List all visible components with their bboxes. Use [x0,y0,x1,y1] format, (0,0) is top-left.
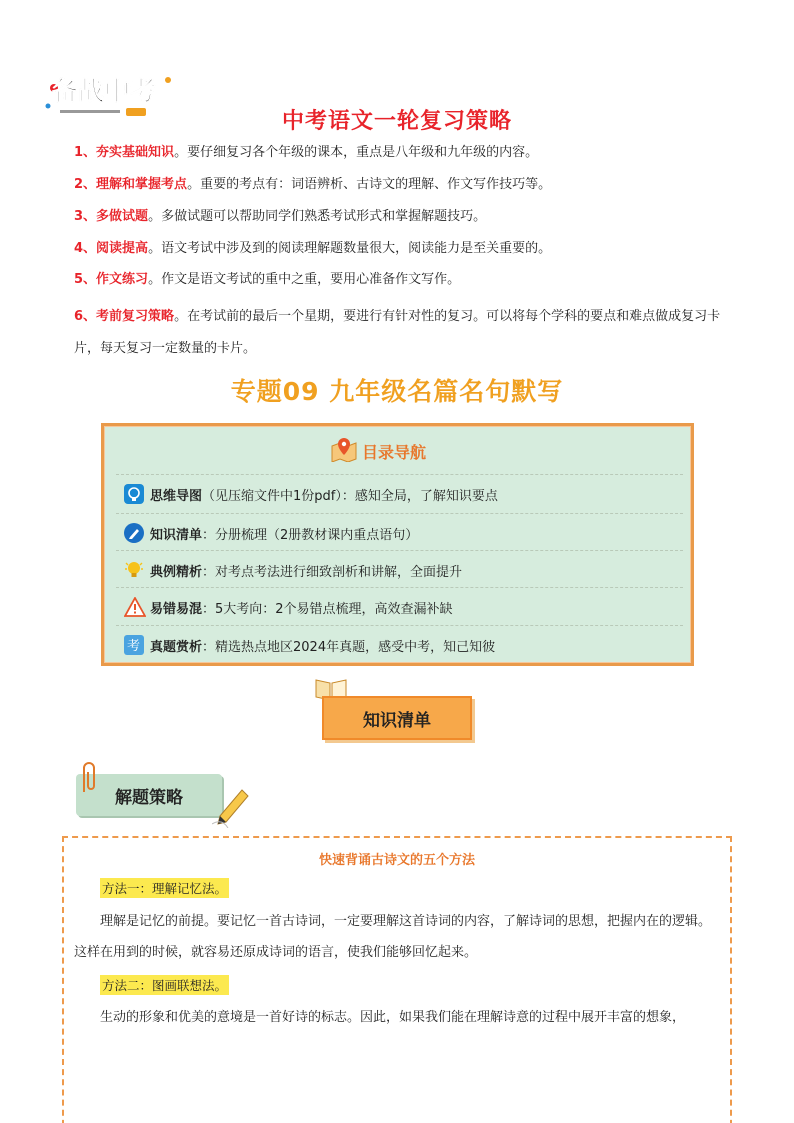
toc-item-label: 思维导图 [150,489,203,504]
toc-panel [101,423,694,666]
method-1-title: 方法一：理解记忆法。 [100,878,229,898]
strategy-item [74,143,734,163]
methods-box [62,836,732,1123]
strategy-number: 5、 [74,272,97,287]
strategy-text: 。多做试题可以帮助同学们熟悉考试形式和掌握解题技巧。 [148,209,487,224]
warning-icon [124,597,144,617]
method-2-title: 方法二：图画联想法。 [100,975,229,995]
strategy-text: 。要仔细复习各个年级的课本，重点是八年级和九年级的内容。 [174,145,539,160]
method-2-text: 生动的形象和优美的意境是一首好诗的标志。因此，如果我们能在理解诗意的过程中展开丰富的想象， [100,1010,686,1025]
toc-title: 目录导航 [362,443,427,462]
method-1-text: 理解是记忆的前提。要记忆一首古诗词，一定要理解这首诗词的内容，了解诗词的思想，把握内在的逻辑。这样在用到的时候，就容易还原成诗词的语言，使我们能够回忆起来。 [74,914,712,960]
pencil-icon [124,523,144,543]
page-title: 中考语文一轮复习策略 [281,109,512,134]
toc-item-label: 易错易混 [150,602,203,617]
strategy-keyword: 作文练习 [96,272,149,287]
logo-text: 备战中考 [52,77,157,107]
toc-header [104,426,691,472]
toc-item-real-exams[interactable] [116,625,683,663]
pencil-drawing-icon [212,784,252,832]
strategy-number: 1、 [74,145,97,160]
strategy-number: 2、 [74,177,97,192]
strategy-number: 4、 [74,241,97,256]
strategy-item [74,270,734,290]
strategy-keyword: 考前复习策略 [96,309,175,324]
strategy-text: 。在考试前的最后一个星期，要进行有针对性的复习。可以将每个学科的要点和难点做成复习卡片，每天复习一定数量的卡片。 [74,309,721,356]
strategy-keyword: 夯实基础知识 [96,145,175,160]
exam-icon [124,635,144,655]
toc-item-text: ：对考点考法进行细致剖析和讲解，全面提升 [202,565,463,580]
solve-strategy-tag [70,764,250,830]
strategy-text: 。作文是语文考试的重中之重，要用心准备作文写作。 [148,272,461,287]
strategy-keyword: 理解和掌握考点 [96,177,188,192]
knowledge-banner [314,676,484,746]
toc-item-errors[interactable] [116,587,683,625]
knowledge-label: 知识清单 [363,711,431,731]
lightbulb-icon [124,560,144,580]
toc-item-text: ：精选热点地区2024年真题，感受中考，知己知彼 [202,640,496,655]
toc-item-examples[interactable] [116,550,683,588]
toc-item-mind-map[interactable] [116,474,683,512]
toc-item-label: 知识清单 [150,528,203,543]
strategy-text: 。语文考试中涉及到的阅读理解题数量很大，阅读能力是至关重要的。 [148,241,552,256]
strategy-keyword: 阅读提高 [96,241,149,256]
toc-item-label: 真题赏析 [150,640,203,655]
strategy-item [74,301,734,365]
solve-label: 解题策略 [115,788,183,808]
toc-item-text: ：分册梳理（2册教材课内重点语句） [202,528,419,543]
toc-item-text: ：5大考向：2个易错点梳理，高效查漏补缺 [202,602,453,617]
map-pin-icon [330,436,358,466]
brain-icon [124,484,144,504]
strategy-text: 。重要的考点有：词语辨析、古诗文的理解、作文写作技巧等。 [187,177,552,192]
strategy-number: 3、 [74,209,97,224]
toc-item-text: （见压缩文件中1份pdf）：感知全局，了解知识要点 [202,489,498,504]
strategy-item [74,175,734,195]
strategy-item [74,207,734,227]
methods-heading: 快速背诵古诗文的五个方法 [318,853,475,868]
strategy-item [74,239,734,259]
strategy-number: 6、 [74,309,97,324]
strategy-keyword: 多做试题 [96,209,149,224]
toc-item-knowledge-list[interactable] [116,513,683,551]
exam-icon-char: 考 [127,639,141,654]
topic-title: 专题09 九年级名篇名句默写 [230,377,564,406]
toc-item-label: 典例精析 [150,565,203,580]
